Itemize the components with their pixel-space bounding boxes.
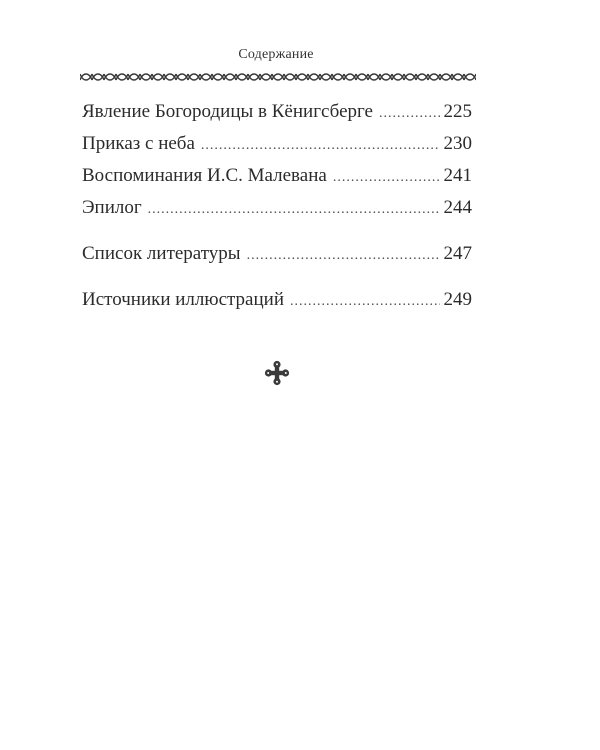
toc-entry[interactable] <box>82 238 472 270</box>
toc-entry-page: 249 <box>443 289 472 310</box>
toc-dot-leader <box>247 240 440 272</box>
cross-fleury-icon <box>264 360 290 386</box>
toc-entry-page: 241 <box>443 165 472 186</box>
toc-dot-leader <box>333 162 440 194</box>
running-head-title: Содержание <box>238 47 314 62</box>
toc-entry[interactable] <box>82 160 472 192</box>
toc-entry-title: Явление Богородицы в Кёнигсберге <box>82 101 373 122</box>
toc-entry[interactable] <box>82 128 472 160</box>
toc-entry-page: 230 <box>443 133 472 154</box>
toc-entry-title: Эпилог <box>82 197 142 218</box>
toc-entry-page: 247 <box>443 243 472 264</box>
toc-entry-title: Источники иллюстраций <box>82 289 284 310</box>
toc-entry-page: 225 <box>443 101 472 122</box>
braided-rule-ornament <box>80 71 476 83</box>
toc-entry-page: 244 <box>443 197 472 218</box>
toc-entry-title: Приказ с неба <box>82 133 195 154</box>
toc-dot-leader <box>290 286 440 318</box>
toc-entry-title: Список литературы <box>82 243 241 264</box>
toc-entry[interactable] <box>82 96 472 128</box>
toc-dot-leader <box>379 98 440 130</box>
toc-entry[interactable] <box>82 284 472 316</box>
toc-entry[interactable] <box>82 192 472 224</box>
toc-dot-leader <box>201 130 440 162</box>
table-of-contents <box>82 96 472 316</box>
toc-dot-leader <box>148 194 440 226</box>
toc-entry-title: Воспоминания И.С. Малевана <box>82 165 327 186</box>
